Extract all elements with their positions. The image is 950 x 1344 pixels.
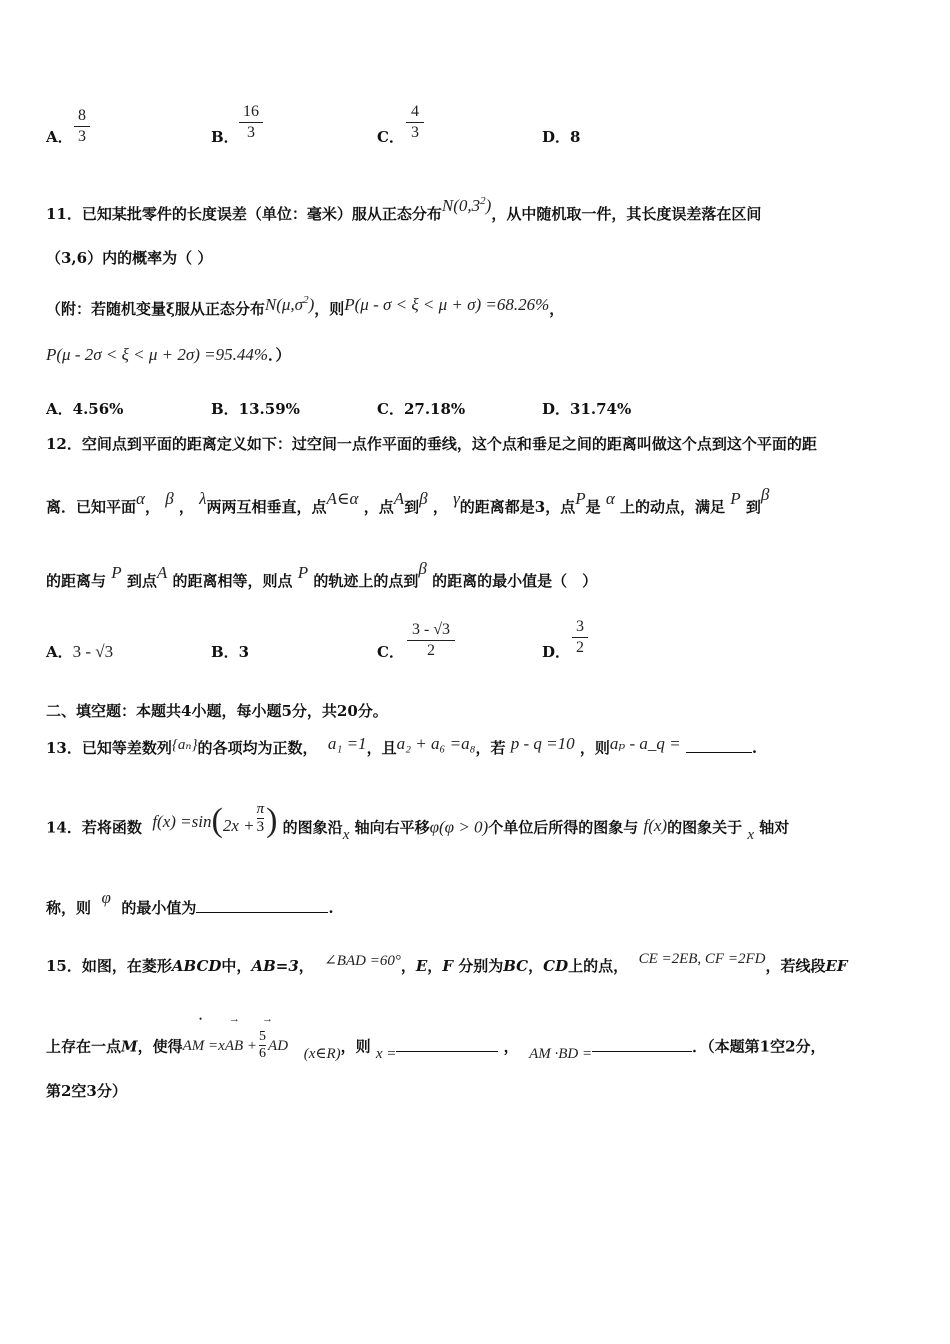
q12-option-c-fraction: $\frac{3 - √3}{2}$ bbox=[407, 620, 455, 661]
q10-option-a-label: A． bbox=[46, 128, 73, 146]
q12-option-b: B．3 bbox=[211, 643, 250, 661]
q10-option-a-fraction: $\frac{8}{3}$ bbox=[74, 106, 90, 147]
q11-option-b: B．13.59% bbox=[211, 400, 300, 418]
q10-option-d: D．8 bbox=[542, 128, 581, 146]
q15-line3: 第2空3分） bbox=[46, 1082, 127, 1100]
q12-line2: 离．已知平面α， β ， λ两两互相垂直，点A∈α ，点A到β ， γ的距离都是3，点P是 α 上的动点，满足 P 到β bbox=[46, 485, 770, 516]
q13-line: 13．已知等差数列{aₙ}的各项均为正数， a₁ =1，且a₂ + a₆ =a₈，若 p - q =10 ，则aₚ - a_q = . bbox=[46, 734, 758, 757]
q15-dot-answer-blank[interactable] bbox=[592, 1037, 692, 1052]
q11-option-d: D．31.74% bbox=[542, 400, 632, 418]
q11-line2: （3,6）内的概率为（ ） bbox=[46, 249, 213, 267]
q11-line3: （附：若随机变量ξ服从正态分布$N(\mu,\sigma^2)$，则P(μ - σ < ξ < μ + σ) =68.26%， bbox=[46, 294, 565, 318]
q15-fraction-5-6: $\frac{5}{6}$ bbox=[259, 1029, 267, 1061]
section-2-heading: 二、填空题：本题共4小题，每小题5分，共20分。 bbox=[46, 702, 388, 720]
q13-answer-blank[interactable] bbox=[686, 738, 752, 753]
q12-line1: 12．空间点到平面的距离定义如下：过空间一点作平面的垂线，这个点和垂足之间的距离叫做这个点到这个平面的距 bbox=[46, 435, 817, 453]
q14-pi-over-3: $\frac{\pi}{3}$ bbox=[256, 801, 265, 835]
q12-option-d-fraction: $\frac{3}{2}$ bbox=[572, 617, 588, 658]
q14-answer-blank[interactable] bbox=[196, 898, 328, 913]
q10-option-c-fraction: $\frac{4}{3}$ bbox=[406, 102, 424, 143]
q10-option-b-label: B． bbox=[211, 128, 239, 146]
q12-option-d-label: D． bbox=[542, 643, 571, 661]
q10-option-c-label: C． bbox=[377, 128, 404, 146]
dot-marker-icon: • bbox=[199, 1014, 203, 1024]
q11-line1: 11．已知某批零件的长度误差（单位：毫米）服从正态分布$N(0,3^2)$，从中随机取一件，其长度误差落在区间 bbox=[46, 195, 762, 223]
q14-line2: 称，则 φ 的最小值为 . bbox=[46, 888, 334, 917]
q11-line4: P(μ - 2σ < ξ < μ + 2σ) =95.44%．） bbox=[46, 345, 291, 364]
q11-option-c: C．27.18% bbox=[377, 400, 466, 418]
q10-option-b-fraction: $\frac{16}{3}$ bbox=[239, 102, 263, 143]
q12-option-c-label: C． bbox=[377, 643, 404, 661]
q14-line1: 14．若将函数 f(x) =sin(2x + $\frac{\pi}{3}$ ) 的图象沿x 轴向右平移φ(φ > 0)个单位后所得的图象与 f(x)的图象关于 x 轴对 bbox=[46, 801, 790, 843]
q12-line3: 的距离与 P 到点A 的距离相等，则点 P 的轨迹上的点到β 的距离的最小值是（ ） bbox=[46, 559, 598, 590]
q11-option-a: A．4.56% bbox=[46, 400, 124, 418]
vector-arrow-icon: → bbox=[262, 1013, 273, 1025]
vector-arrow-icon: → bbox=[229, 1013, 240, 1025]
q15-line2: 上存在一点M，使得AM =xAB + $\frac{5}{6}$ AD (x∈R)，则 x = ， AM ·BD = ．（本题第1空2分， bbox=[46, 1029, 826, 1062]
q15-x-answer-blank[interactable] bbox=[396, 1037, 498, 1052]
q15-line1: 15．如图，在菱形ABCD中，AB=3， ∠BAD =60°，E，F 分别为BC，CD上的点， CE =2EB, CF =2FD，若线段EF bbox=[46, 951, 848, 975]
q12-option-a: A．3 - √3 bbox=[46, 642, 114, 661]
